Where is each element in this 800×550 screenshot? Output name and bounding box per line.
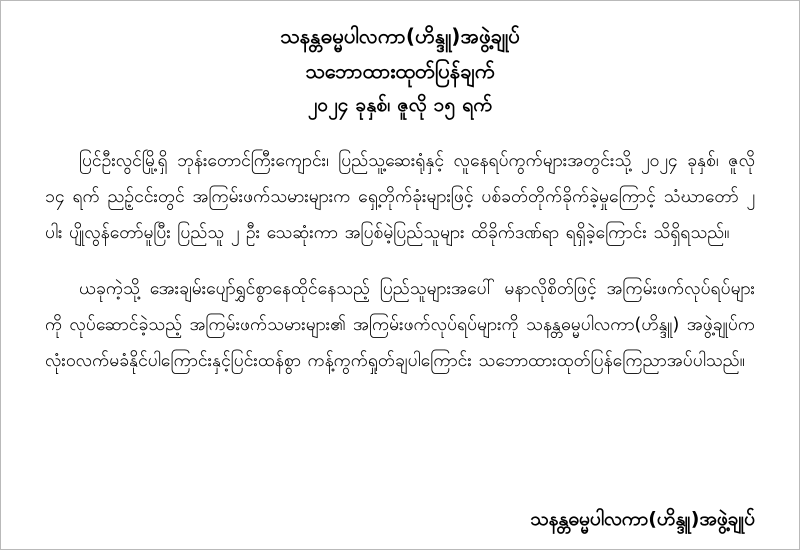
document-heading — [45, 19, 755, 122]
paragraph-2 — [45, 272, 755, 380]
heading-organization: သနန္တဓမ္မပါလကာ(ဟိန္ဒူ)အဖွဲ့ချုပ် — [280, 24, 520, 48]
heading-date: ၂၀၂၄ ခုနှစ်၊ ဇူလို ၁၅ ရက် — [307, 94, 493, 116]
document-content — [1, 1, 799, 390]
paragraph-2-text: ယခုကဲ့သို့ အေးချမ်းပျော်ရွှင်စွာနေထိုင်နေသည့် ပြည်သူများအပေါ် မနာလိုစိတ်ဖြင့် အကြမ်းဖက်လုပ်ရပ်များကို လုပ်ဆောင်ခဲ့သည့် အကြမ်းဖက်သမားများ၏ အကြမ်းဖက်လုပ်ရပ်များကို သနန္တဓမ္မပါလကာ(ဟိန္ဒူ) အဖွဲ့ချုပ်က လုံးဝလက်မခံနိုင်ပါကြောင်းနှင့်ပြင်းထန်စွာ ကန့်ကွက်ရှုတ်ချပါကြောင်း သဘောထားထုတ်ပြန်ကြေညာအပ်ပါသည်။ — [45, 278, 755, 371]
paragraph-1-text: ပြင်ဦးလွင်မြို့ရှိ ဘုန်းတောင်ကြီးကျောင်း၊ ပြည်သူ့ဆေးရုံနှင့် လူနေရပ်ကွက်များအတွင်းသို့ ၂၀၂၄ ခုနှစ်၊ ဇူလို ၁၄ ရက် ညဥ့်ငင်းတွင် အကြမ်းဖက်သမားများက ရှေ့တိုက်ခုံးများဖြင့် ပစ်ခတ်တိုက်ခိုက်ခဲ့မှုကြောင့် သံဃာတော် ၂ ပါး ပျိုလွန်တော်မူပြီး ပြည်သူ ၂ ဦး သေဆုံးကာ အပြစ်မဲ့ပြည်သူများ ထိခိုက်ဒဏ်ရာ ရရှိခဲ့ကြောင်း သိရှိရသည်။ — [45, 151, 755, 243]
paragraph-1 — [45, 144, 755, 252]
document-body — [45, 144, 755, 379]
signature-block: သနန္တဓမ္မပါလကာ(ဟိန္ဒူ)အဖွဲ့ချုပ် — [530, 508, 755, 530]
heading-statement-title: သဘောထားထုတ်ပြန်ချက် — [305, 59, 495, 83]
